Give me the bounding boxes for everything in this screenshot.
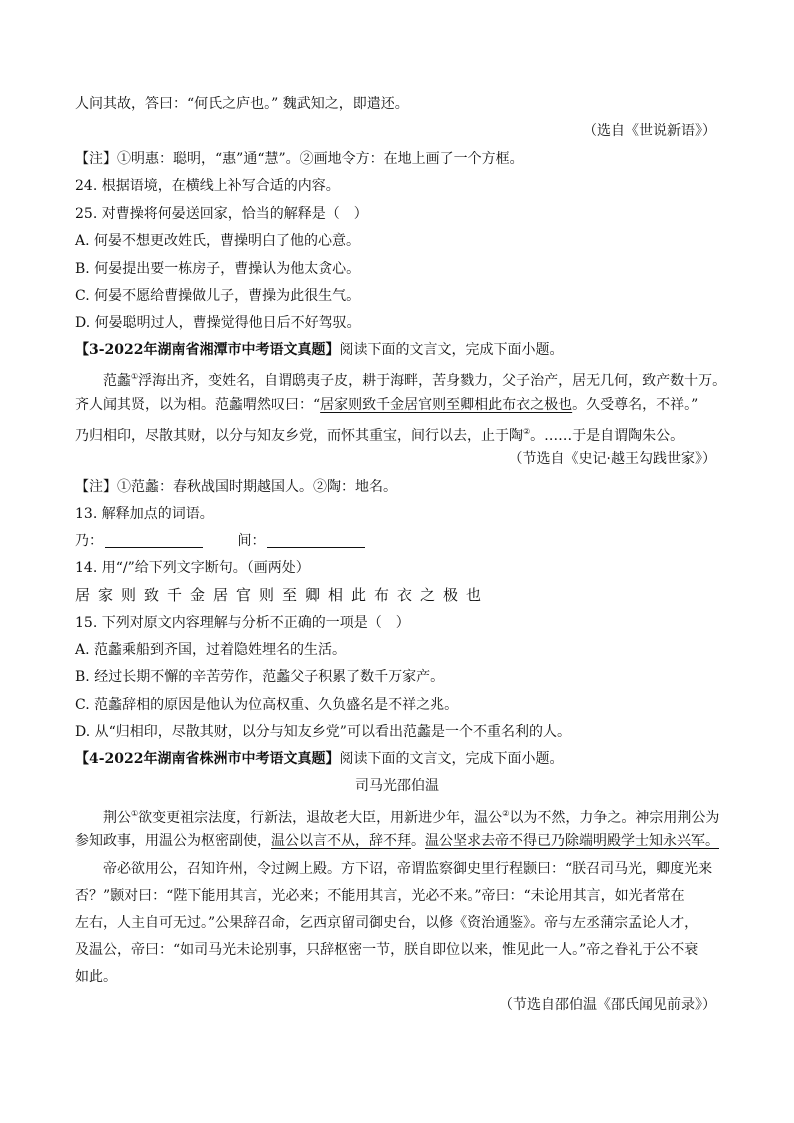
source-citation: （节选自《史记·越王勾践世家》） — [508, 451, 716, 467]
passage-line: 帝必欲用公，召知许州，令过阙上殿。方下诏，帝谓监察御史里行程颢曰：“朕召司马光，卿度光来 — [103, 861, 713, 877]
passage-line — [75, 368, 727, 390]
passage-line — [75, 396, 719, 414]
option-a: A. 何晏不想更改姓氏，曹操明白了他的心意。 — [75, 233, 361, 249]
passage-line: 如此。 — [75, 969, 117, 985]
section-instruction: 阅读下面的文言文，完成下面小题。 — [339, 751, 564, 767]
option-d: D. 从“归相印，尽散其财，以分与知友乡党”可以看出范蠡是一个不重名利的人。 — [75, 724, 571, 740]
passage-text: 。……于是自谓陶朱公。 — [530, 428, 685, 444]
section-source-tag: 【3-2022年湖南省湘潭市中考语文真题】 — [75, 342, 340, 358]
underlined-sentence: 温公坚求去帝不得已乃除端明殿学士知永兴军。 — [425, 833, 719, 849]
question-15: 15. 下列对原文内容理解与分析不正确的一项是（ ） — [75, 615, 410, 631]
passage-line: 人问其故，答曰：“何氏之庐也。” 魏武知之，即遣还。 — [75, 96, 409, 112]
passage-text: 以为不然，力争之。神宗用荆公为 — [509, 810, 720, 826]
section-source-tag: 【4-2022年湖南省株洲市中考语文真题】 — [75, 751, 340, 767]
answer-blank[interactable] — [105, 533, 203, 548]
passage-line: 左右，人主自可无过。”公果辞召命，乞西京留司御史台，以修《资治通鉴》。帝与左丞蒲宗孟论人才， — [75, 915, 699, 931]
passage-line — [75, 423, 719, 445]
annotation-note: 【注】①明惠：聪明，“惠”通“慧”。②画地令方：在地上画了一个方框。 — [75, 151, 524, 167]
passage-line: 否？”颢对曰：“陛下能用其言，光必来；不能用其言，光必不来。”帝曰：“未论用其言，如光者常在 — [75, 888, 685, 904]
sentence-to-punctuate: 居家则致千金居官则至卿相此布衣之极也 — [75, 586, 490, 604]
option-b: B. 何晏提出要一栋房子，曹操认为他太贪心。 — [75, 261, 361, 277]
blank-label: 间： — [237, 533, 266, 549]
answer-blanks — [75, 532, 719, 550]
passage-text: 参知政事，用温公为枢密副使， — [75, 833, 271, 849]
option-c: C. 何晏不愿给曹操做儿子，曹操为此很生气。 — [75, 288, 361, 304]
question-13: 13. 解释加点的词语。 — [75, 506, 214, 522]
question-24: 24. 根据语境，在横线上补写合适的内容。 — [75, 178, 340, 194]
footnote-marker: ② — [502, 809, 510, 818]
blank-label: 乃： — [75, 533, 103, 549]
passage-text: 齐人闻其贤，以为相。范蠡喟然叹曰：“ — [75, 397, 321, 413]
option-b: B. 经过长期不懈的辛苦劳作，范蠡父子积累了数千万家产。 — [75, 669, 445, 685]
section-heading-3 — [75, 341, 719, 359]
passage-text: 。久受尊名，不祥。” — [572, 397, 699, 413]
option-a: A. 范蠡乘船到齐国，过着隐姓埋名的生活。 — [75, 642, 347, 658]
passage-line — [75, 832, 719, 850]
question-14: 14. 用“/”给下列文字断句。（画两处） — [75, 560, 310, 576]
question-25: 25. 对曹操将何晏送回家，恰当的解释是（ ） — [75, 206, 368, 222]
answer-blank[interactable] — [267, 533, 365, 548]
passage-text: 荆公 — [103, 810, 131, 826]
section-instruction: 阅读下面的文言文，完成下面小题。 — [339, 342, 564, 358]
passage-line — [75, 805, 719, 827]
annotation-note: 【注】①范蠡：春秋战国时期越国人。②陶：地名。 — [75, 479, 397, 495]
underlined-sentence: 居家则致千金居官则至卿相此布衣之极也 — [320, 397, 573, 413]
passage-line: 及温公，帝曰：“如司马光未论别事，只辞枢密一节，朕自即位以来，惟见此一人。”帝之眷礼于公不衰 — [75, 942, 699, 958]
underlined-sentence: 温公以言不从，辞不拜 — [271, 833, 411, 849]
footnote-marker: ① — [131, 372, 139, 381]
passage-text: 。 — [411, 833, 425, 849]
source-citation: （节选自邵伯温《邵氏闻见前录》） — [499, 997, 716, 1013]
option-c: C. 范蠡辞相的原因是他认为位高权重、久负盛名是不祥之兆。 — [75, 697, 459, 713]
footnote-marker: ① — [131, 809, 139, 818]
passage-text: 乃归相印，尽散其财，以分与知友乡党，而怀其重宝，间行以去，止于陶 — [75, 428, 523, 444]
passage-text: 范蠡 — [103, 373, 131, 389]
passage-text: 欲变更祖宗法度，行新法，退故老大臣，用新进少年，温公 — [138, 810, 503, 826]
passage-title: 司马光邵伯温 — [355, 778, 439, 794]
section-heading-4 — [75, 750, 719, 768]
source-citation: （选自《世说新语》） — [583, 123, 716, 139]
passage-text: 浮海出齐，变姓名，自谓鸱夷子皮，耕于海畔，苦身戮力，父子治产，居无几何，致产数十万。 — [138, 373, 727, 389]
footnote-marker: ② — [523, 427, 531, 436]
option-d: D. 何晏聪明过人，曹操觉得他日后不好驾驭。 — [75, 315, 361, 331]
